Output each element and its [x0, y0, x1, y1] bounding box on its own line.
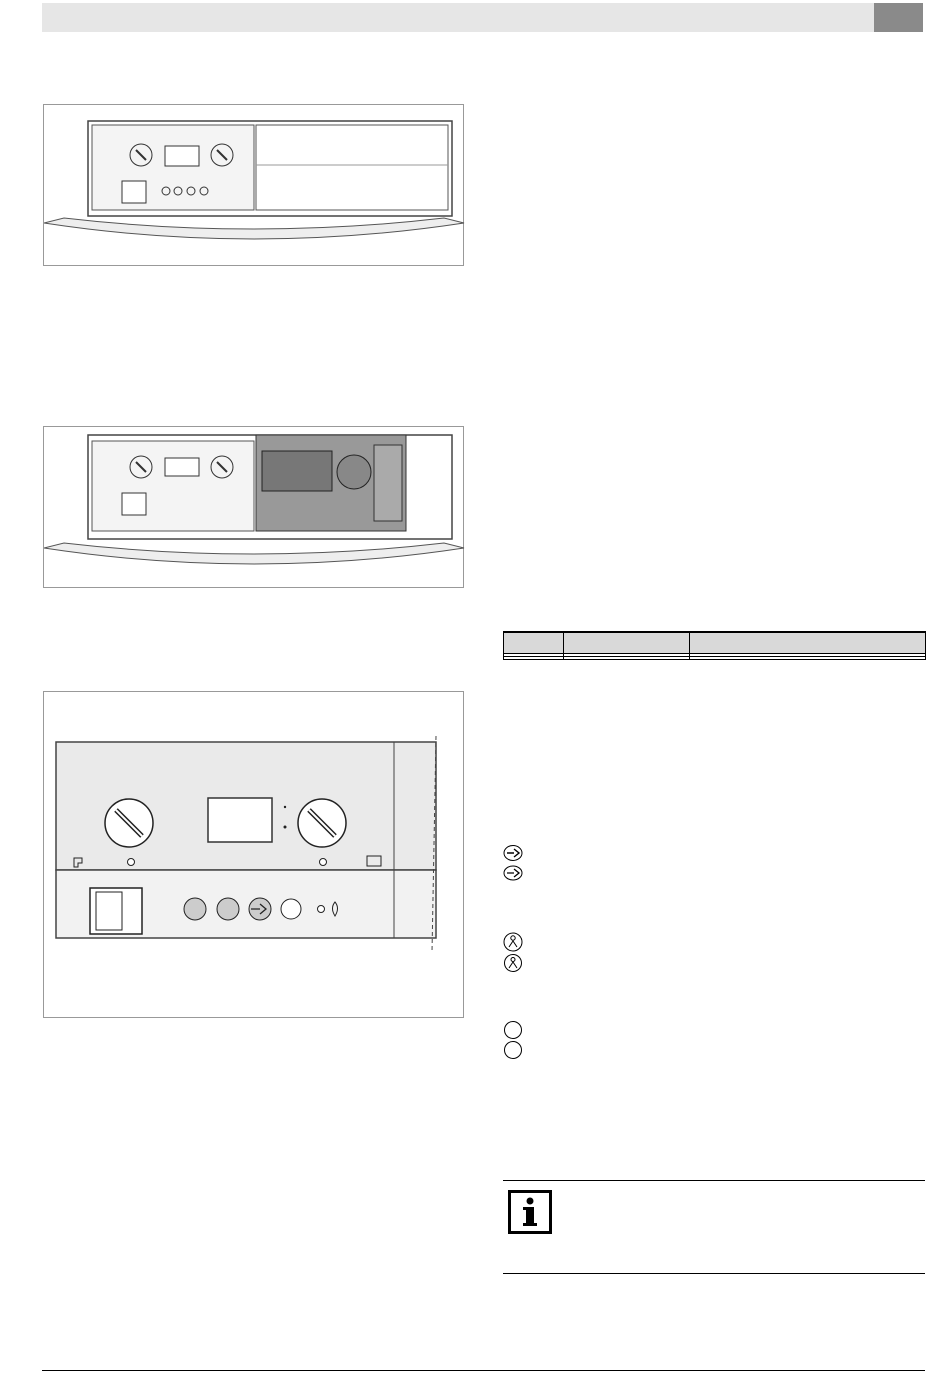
text-taste-reset — [503, 1039, 925, 1058]
section-3-2-1 — [43, 664, 91, 683]
chapter-number — [874, 3, 923, 32]
figure-4 — [43, 426, 464, 588]
led-table — [503, 631, 926, 660]
heading-taste-hand — [503, 932, 925, 952]
block-taste-hand — [503, 932, 925, 972]
chimney-sweep-icon — [503, 932, 523, 952]
chimney-sweep-icon — [503, 954, 523, 972]
cell-erlaeuterung — [690, 656, 926, 659]
section-3-2 — [43, 629, 91, 648]
cell-zustand — [564, 656, 690, 659]
th-erlaeuterung — [690, 632, 926, 653]
status-key-icon — [503, 844, 523, 862]
fig5-caption — [43, 1024, 93, 1043]
table-row — [504, 656, 926, 659]
reset-key-icon — [503, 1041, 523, 1059]
info-icon — [508, 1190, 552, 1234]
status-key-icon — [503, 865, 523, 881]
text-taste-status — [503, 862, 925, 881]
figure-5 — [43, 691, 464, 1018]
fig4-caption — [43, 594, 93, 613]
cell-led — [504, 656, 564, 659]
section-3-2-2 — [503, 53, 551, 72]
th-zustand — [564, 632, 690, 653]
reset-key-icon — [503, 1021, 523, 1039]
fig3-caption — [43, 273, 93, 292]
block-taste-status — [503, 843, 925, 881]
fig3-drawing — [44, 105, 465, 267]
fig4-drawing — [44, 427, 465, 589]
table-caption — [503, 741, 553, 760]
figure-3 — [43, 104, 464, 266]
heading-taste-status — [503, 843, 925, 862]
heading-taste-reset — [503, 1020, 925, 1039]
block-taste-reset — [503, 1020, 925, 1064]
fig5-drawing — [44, 692, 465, 1019]
info-note — [503, 1180, 925, 1274]
text-taste-hand — [503, 952, 925, 971]
page-header — [42, 3, 923, 32]
th-led — [504, 632, 564, 653]
footer-rule — [42, 1370, 925, 1371]
